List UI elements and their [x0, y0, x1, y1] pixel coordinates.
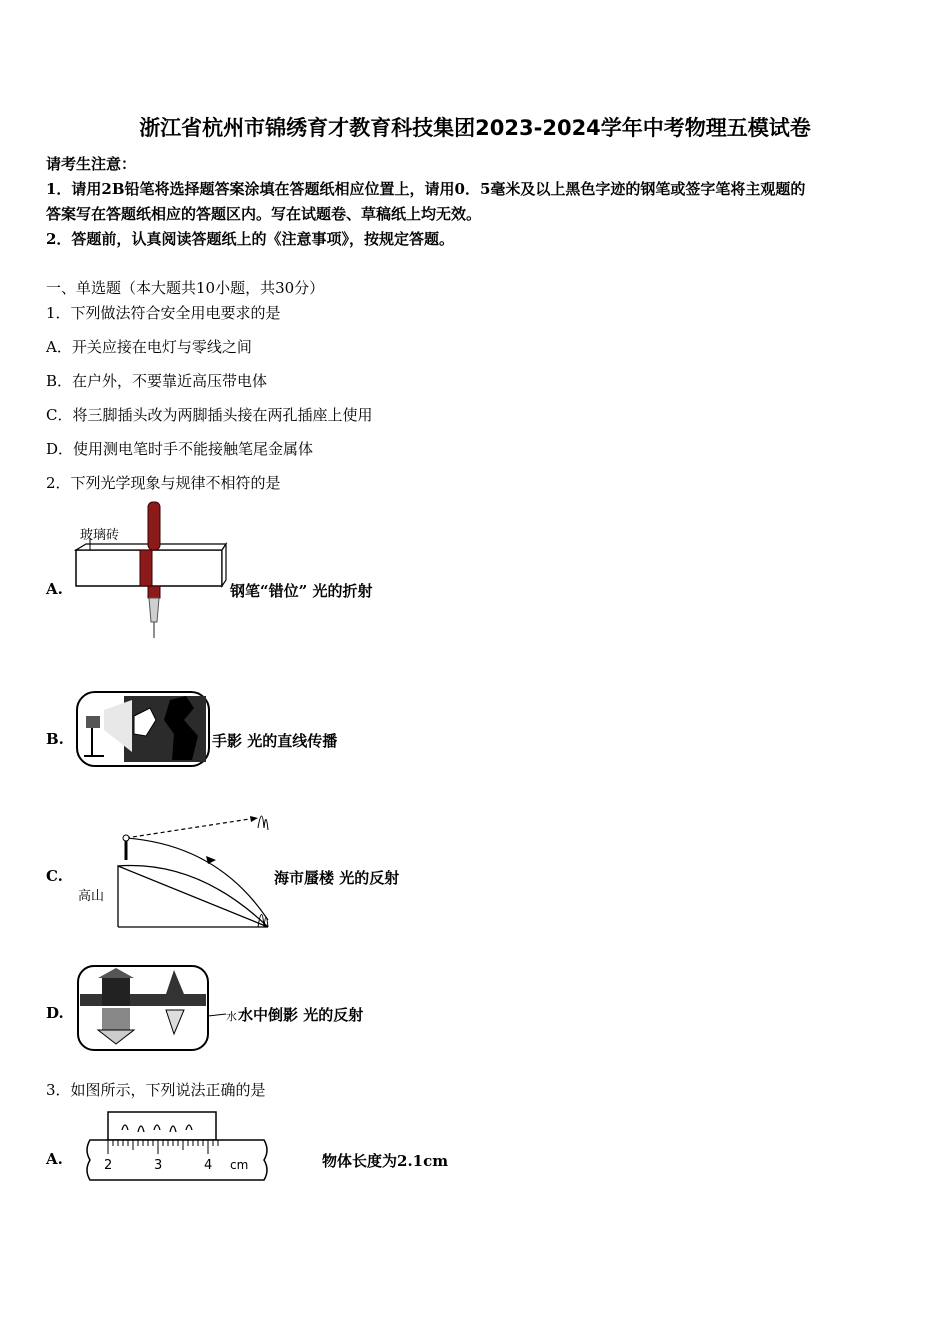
q1-option-c: C．将三脚插头改为两脚插头接在两孔插座上使用	[46, 406, 373, 424]
mirage-figure	[78, 800, 278, 930]
pen-glass-figure	[70, 500, 230, 645]
ruler-figure	[82, 1110, 272, 1185]
q1-option-a: A．开关应接在电灯与零线之间	[46, 338, 252, 356]
water-label: 水	[226, 1010, 237, 1023]
q2-d-caption: 水中倒影 光的反射	[238, 1006, 364, 1024]
q2-b-label: B.	[46, 730, 64, 748]
notice-line-2: 2．答题前，认真阅读答题纸上的《注意事项》，按规定答题。	[46, 230, 454, 248]
water-reflection-figure	[74, 964, 234, 1054]
q1-option-d: D．使用测电笔时手不能接触笔尾金属体	[46, 440, 314, 458]
section-heading: 一、单选题（本大题共10小题，共30分）	[46, 279, 325, 297]
q3-stem: 3．如图所示，下列说法正确的是	[46, 1081, 266, 1099]
notice-heading: 请考生注意：	[46, 155, 137, 173]
q3-a-caption: 物体长度为2.1cm	[322, 1152, 449, 1170]
q2-c-caption: 海市蜃楼 光的反射	[274, 869, 400, 887]
notice-line-1: 1．请用2B铅笔将选择题答案涂填在答题纸相应位置上，请用0．5毫米及以上黑色字迹的钢笔或签字笔将主观题的	[46, 180, 806, 198]
page-title: 浙江省杭州市锦绣育才教育科技集团2023-2024学年中考物理五模试卷	[139, 116, 811, 140]
q3-a-label: A.	[46, 1150, 63, 1168]
q2-a-label: A.	[46, 580, 63, 598]
q1-stem: 1．下列做法符合安全用电要求的是	[46, 304, 281, 322]
glass-brick-label: 玻璃砖	[80, 528, 120, 543]
ruler-tick-3: 3	[154, 1158, 163, 1173]
hand-shadow-figure	[74, 690, 214, 770]
q2-c-label: C.	[46, 867, 63, 885]
ruler-tick-2: 2	[104, 1158, 113, 1173]
q2-b-caption: 手影 光的直线传播	[212, 732, 338, 750]
mountain-label: 高山	[78, 889, 105, 904]
ruler-tick-4: 4	[204, 1158, 213, 1173]
q2-a-caption: 钢笔“错位” 光的折射	[230, 582, 373, 600]
notice-line-1b: 答案写在答题纸相应的答题区内。写在试题卷、草稿纸上均无效。	[46, 205, 482, 223]
ruler-unit: cm	[230, 1158, 249, 1172]
q2-stem: 2．下列光学现象与规律不相符的是	[46, 474, 281, 492]
q1-option-b: B．在户外，不要靠近高压带电体	[46, 372, 268, 390]
q2-d-label: D.	[46, 1004, 64, 1022]
